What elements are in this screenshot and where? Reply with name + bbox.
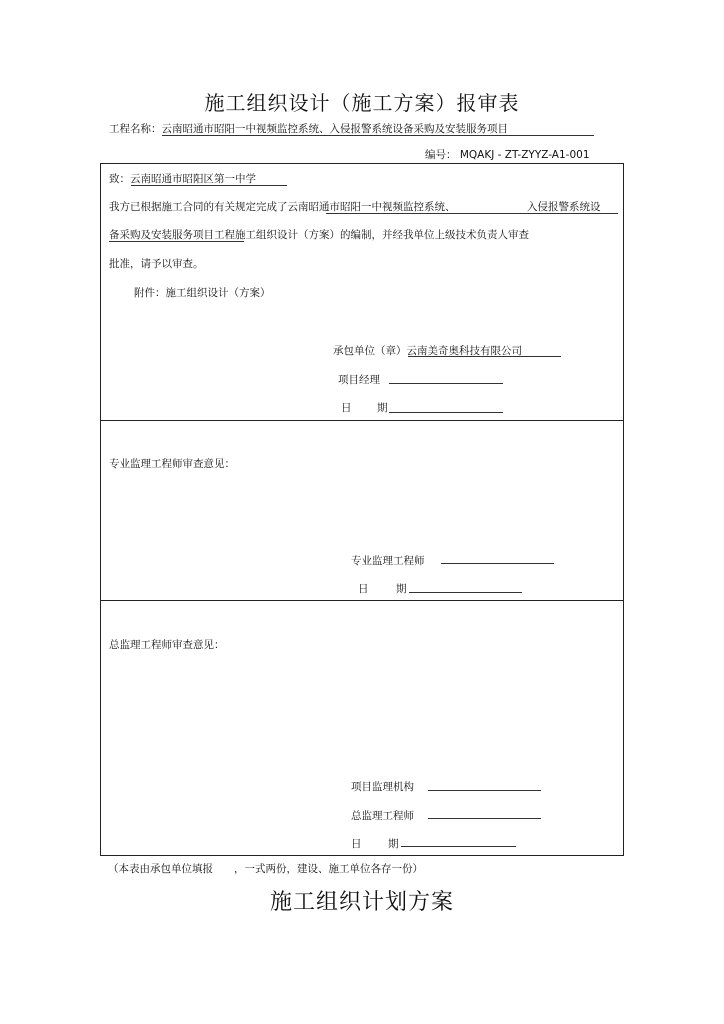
- table-divider-1: [100, 420, 624, 421]
- project-name: 工程名称：云南昭通市昭阳一中视频监控系统、入侵报警系统设备采购及安装服务项目: [109, 123, 508, 135]
- next-section-title: 施工组织计划方案: [269, 890, 454, 915]
- statement-underline-1: [326, 213, 618, 214]
- project-name-underline: [162, 135, 594, 136]
- footnote: （本表由承包单位填报 ，一式两份，建设、施工单位各存一份）: [108, 863, 423, 875]
- table-left-border: [100, 163, 101, 856]
- date-label-day: 日: [358, 583, 369, 595]
- chief-engineer-label: 总监理工程师: [351, 810, 414, 822]
- specialist-opinion-label: 专业监理工程师审查意见：: [109, 458, 235, 470]
- date-line-1: [389, 412, 503, 413]
- project-manager-label: 项目经理: [338, 374, 380, 386]
- chief-opinion-label: 总监理工程师审查意见：: [109, 639, 225, 651]
- date-label-day: 日: [351, 838, 362, 850]
- statement-line-2: 备采购及安装服务项目工程施工组织设计（方案）的编制，并经我单位上级技术负责人审查: [109, 229, 529, 241]
- project-manager-line: [389, 383, 503, 384]
- statement-line-1-tail: 入侵报警系统设: [527, 201, 601, 213]
- recipient-underline: [131, 185, 287, 186]
- date-line-3: [401, 846, 516, 847]
- recipient: 致：云南昭通市昭阳区第一中学: [109, 173, 256, 185]
- chief-engineer-line: [428, 818, 541, 819]
- statement-line-3: 批准，请予以审查。: [109, 258, 204, 270]
- form-title: 施工组织设计（施工方案）报审表: [204, 91, 520, 115]
- table-divider-2: [100, 600, 624, 601]
- statement-line-1: 我方已根据施工合同的有关规定完成了云南昭通市昭阳一中视频监控系统、: [109, 201, 456, 213]
- contractor-signature: 承包单位（章）云南美奇奥科技有限公司: [333, 345, 522, 357]
- contractor-underline: [408, 356, 561, 357]
- date-label-period: 期: [388, 838, 399, 850]
- table-bottom-border: [100, 855, 624, 856]
- table-top-border: [100, 163, 624, 164]
- statement-underline-2: [109, 241, 244, 242]
- table-right-border: [623, 163, 624, 856]
- serial-number: 编号： MQAKJ - ZT-ZYYZ-A1-001: [425, 149, 590, 161]
- supervision-org-label: 项目监理机构: [351, 781, 414, 793]
- specialist-engineer-label: 专业监理工程师: [351, 555, 425, 567]
- date-label-period: 期: [396, 583, 407, 595]
- date-label-day: 日: [341, 402, 352, 414]
- specialist-engineer-line: [441, 563, 554, 564]
- date-label-period: 期: [377, 402, 388, 414]
- attachment-label: 附件：施工组织设计（方案）: [134, 287, 271, 299]
- date-line-2: [409, 592, 522, 593]
- supervision-org-line: [428, 790, 541, 791]
